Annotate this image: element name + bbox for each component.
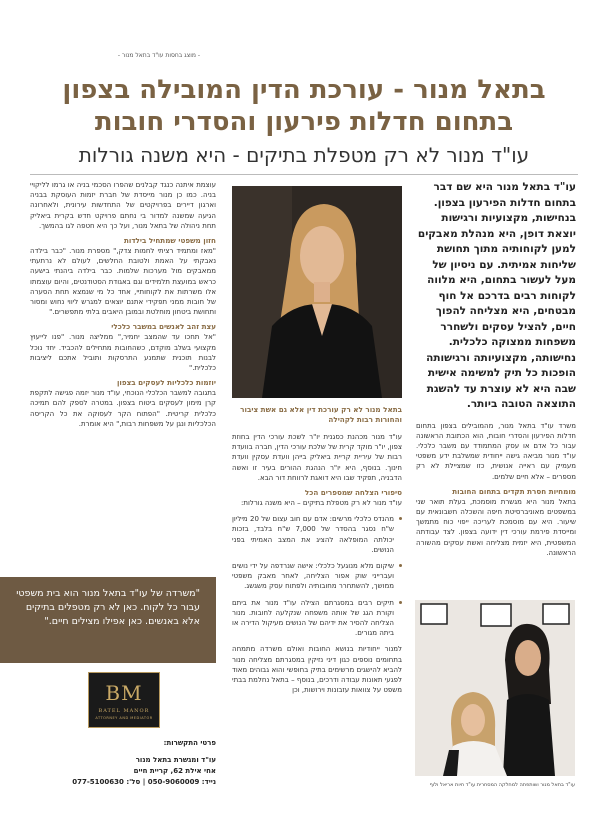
body-paragraph: עו"ד מנור מכהנת כסגנית יו"ר לשכת עורכי הדין בחוזת צפון, יו"ר מוקד קרית של שלכת עורכי הדין, חברה בוועדת רבות של עיריית קריית ביאליק בייהן וועדת עסקין וועדת חינוך. בנוסף, היא יו"ר הנהגת ההורים בעיר זו ואשה הדבניה, תפקיד שבו היא דואגת לרווחת דור הבא. bbox=[232, 433, 402, 482]
contact-address: אחי אילת 62, קריית חיים bbox=[133, 767, 216, 775]
contact-phone: נייד: 050-9060009 | סל': 077-5100630 bbox=[72, 778, 216, 786]
portrait-illustration bbox=[232, 186, 402, 398]
portrait-caption: בתאל מנור לא רק עורכת דין אלא גם אשת ציבור והחורות רבות לקהילה bbox=[240, 405, 402, 424]
lead-paragraph: עו"ד בתאל מנור היא שם דבר בתחום חדלות הפירעון בצפון. בנחישות, מקצועיות ורגישות יוצאת דופן, היא מנהלת מאבקים למען לקוחותיה מתוך תחושת שליחות אמיתית. עם ניסיון של מעל לעשור בתחום, היא מלווה לקוחות רבים בדרכם אל חוף מבטחים, היא מצליחה להפוך חיים, להציל עסקים ולשחרר משפחות ממצוקה כלכלית. נחישותה, מקצועיותה ורגישותה הופכות כל תיק למשימה אישית שבה היא לא עוצרת עד להשגת התוצאה הטובה ביותר. bbox=[417, 181, 576, 410]
subheading: יוזמות כלכליות לעסקים בצפון bbox=[116, 378, 216, 388]
partners-caption: עו"ד בתאל מנור ושותפתה למחלקה המסחרית עו"ד חיות אריאל ולוף bbox=[429, 782, 575, 788]
logo-name: BATEL MANOR bbox=[98, 708, 150, 714]
partners-illustration bbox=[415, 600, 575, 776]
partners-photo bbox=[415, 600, 575, 776]
body-paragraph: למנור ייחודיות בנושא החובות ואולם משרדה מתמחה בתחומים נוספים כגון דיני נזיקין במסגרתם מצליחה מנור להביא להישגים מרשימים בתיק בחופשי והוא גבוהים מאוד לפגעי תאונות עבודה ודרכים, בנוסף – בתאל נחלמת בבתי משפט על צוואות עזבונות וירושות, וכן bbox=[232, 645, 402, 695]
column-middle bbox=[232, 432, 402, 698]
list-item: תיקים רבים במסגרתם הצילה עו"ד מנור את ביתם וקורת הגג של אותה משפחה שנקלעה לחובות. מנור הצליחה להסיר את ידיהם של הנושים מעיקול הדירה או ביתה מגורים. bbox=[232, 598, 402, 639]
body-paragraph: בתאל מנור היא מגשרת מוסמכת, בעלת תואר שני במשפטים מאוניברסיטת חיפה והשכלה חשבונאית עם שיעור. היא עם מוסמכת לעריכה ייפוי כוח מתמשך ומייסדת פירמת עורכי דין ידועה בצפון. לצד עבודתה המשפטית, היא יזמית מצליחה ואשת עסקים מהשורה הראשונה. bbox=[416, 497, 576, 557]
divider bbox=[30, 174, 578, 175]
article-title: בתאל מנור - עורכת הדין המובילה בצפון בתחום חדלות פירעון והסדרי חובות bbox=[62, 75, 546, 137]
logo-monogram: BM bbox=[105, 681, 143, 705]
subheading: עצת זהב לאנשים במשבר כלכלי bbox=[111, 322, 216, 332]
subheading: חזון משפטי שמתחיל בילדות bbox=[123, 236, 216, 246]
column-right bbox=[416, 180, 576, 561]
contact-title: פרטי התקשרות: bbox=[163, 739, 216, 747]
body-paragraph: עו"ד מנור לא רק מטפלת בתיקים – היא משנה גורלות: bbox=[241, 499, 402, 508]
subheading: סיפורי הצלחה שמספרים הכל bbox=[304, 488, 402, 498]
success-list bbox=[232, 514, 402, 638]
list-item: מהנדס כלכלי מרשים: אדם עם חוב עצום של 20 מיליון ש"ח נסגר בהסדר של 7,000 ש"ח בלבד, בזכות יכולתה המופלאה להציג את המצב האמיתי בפני הנושים. bbox=[232, 514, 402, 555]
body-paragraph: "מאז ומתמיד רציתי לחמות צדק," מספרת מנור. "כבר בילדה נאבקתי על האמת ולטובת החלשים, לעולם לא נרתעתי ממאבקים מול מערכות שלמות. כבר בילדה ביהנתי בישעה כראש במועצת תלמידים וגם באגודת הסטודנטים, והיום עוצמתו אלו משרתות את לקוחותיי, אחד כל מי שנמצא תחת הסערה של חובות ממני תפקידי אתנם יוצאים למגרש ליווי נחוש ומסור ותחושת ביטחון מוחלטת ובמובן היאבים בלתי מתפשרים." bbox=[30, 247, 216, 317]
body-paragraph: "אל תחכו עד שהמצב יחמיר," ממליצה מנור. "פנו לייעוץ מקצועי בשלב מוקדם, כשהחובות מתחילים להכביד. יחד נוכל לבנות תוכנית שתמנע התרסקות ותוביל אתכם ליציבות כלכלית." bbox=[30, 333, 216, 373]
sponsored-note: - מוצג בחסות עו"ד בתאל מנור - bbox=[117, 52, 200, 59]
body-paragraph: משרד עו"ד בתאל מנור, מהמובילים בצפון בתחום חדלות הפירעון והסדרי חובות, הוא הכתובת הראשונה עבור כל אדם או עסק המתמודד עם משבר כלכלי. עו"ד מנור מביאה גישה ייחודית שמשלבת ידע משפטי מעמיק עם ראייה אנושית, כזו שמציילת לא רק מספרים – אלא חיים שלמים. bbox=[416, 421, 576, 481]
contact-name: עו"ד ומגשרת בתאל מנור bbox=[135, 756, 216, 764]
article-subtitle: עו"ד מנור לא רק מטפלת בתיקים - היא משנה גורלות bbox=[78, 143, 530, 167]
body-paragraph: בתגובה למשבר הכלכלי הנוכחי, עו"ד מנור יזמה פגישה לתקפת קרן מימון לעסקים ביטוח בצפון. במטרה לספק להם תמיכה כלכלית קריטית. "הפתוח הקר לעסוקה את כל הקריסה הכלכליות ונגן על משפחות רבות," היא אומרת. bbox=[30, 389, 216, 428]
list-item: שיקום מלא מנוגעל כלכלי: אישה שנרדפה על ידי נושים ועברייני שוק אפור הצליחה, לאחר מאבק משפטי ממושך, להשתחרר מחובותיה ולפתוח עסק משגשג. bbox=[232, 561, 402, 592]
portrait-photo bbox=[232, 186, 402, 398]
column-left bbox=[30, 180, 216, 432]
contact-details bbox=[30, 738, 216, 788]
firm-logo bbox=[88, 672, 160, 728]
logo-subtitle: ATTORNEY AND MEDIATOR bbox=[95, 716, 153, 720]
pull-quote: "משרדה של עו"ד בתאל מנור הוא בית משפטי עבור כל לקוח. כאן לא רק מטפלים בתיקים אלא באנשים. כאן אפילו מצילים חיים." bbox=[0, 577, 216, 663]
subheading: מומחיות חסרת תקדים בתחום החובות bbox=[452, 486, 576, 496]
body-paragraph: עוצמת איתנה כנגד קבלנים שהפרו הסכמי בניה או גרמו לליקויי בניה. כמו כן מנור מייסדת של חברת יזמות העוסקת בבניה וארגון דיירים בפרויקטים של התחדשות עירונית, ולאחרונה הגיעה שמשנה למדור בי נחתם פרויקט חדש בקרית ביאליק תחת ניהולה של בתאל מנור, ועל כך היא חטפה לגו בהמשך. bbox=[30, 181, 216, 230]
